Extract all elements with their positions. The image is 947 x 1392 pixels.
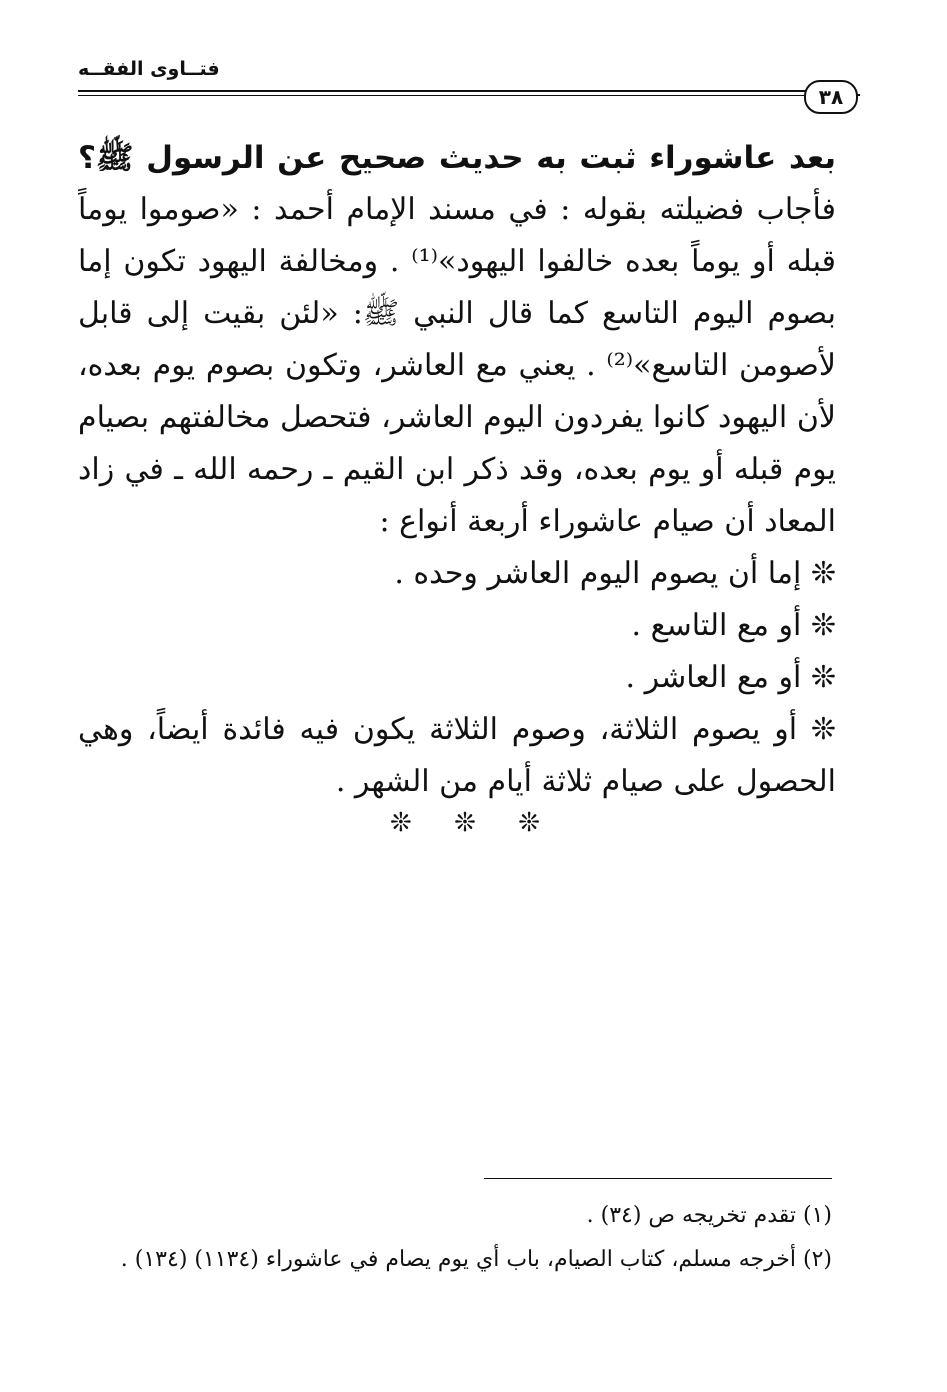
star-icon: ❊ bbox=[390, 808, 412, 838]
page-number-text: ٣٨ bbox=[818, 85, 844, 109]
body-line: لأصومن التاسع»⁽²⁾ . يعني مع العاشر، وتكون بصوم يوم بعده، bbox=[78, 348, 836, 383]
star-icon: ❊ bbox=[518, 808, 540, 838]
question-line: بعد عاشوراء ثبت به حديث صحيح عن الرسول ﷺ؟ bbox=[78, 140, 836, 176]
body-line: يوم قبله أو يوم بعده، وقد ذكر ابن القيم ـ رحمه الله ـ في زاد bbox=[78, 452, 836, 487]
footnotes bbox=[78, 1196, 832, 1284]
body-line: بصوم اليوم التاسع كما قال النبي ﷺ: «لئن بقيت إلى قابل bbox=[78, 296, 836, 331]
body-text bbox=[78, 132, 836, 808]
section-separator bbox=[390, 808, 540, 838]
footnote: (١) تقدم تخريجه ص (٣٤) . bbox=[586, 1203, 832, 1228]
star-icon: ❊ bbox=[454, 808, 476, 838]
list-item: ❊ أو مع العاشر . bbox=[625, 660, 836, 695]
page-number bbox=[804, 80, 858, 114]
list-item: ❊ أو مع التاسع . bbox=[631, 608, 836, 643]
list-item: ❊ إما أن يصوم اليوم العاشر وحده . bbox=[394, 556, 836, 591]
list-item: ❊ أو يصوم الثلاثة، وصوم الثلاثة يكون فيه فائدة أيضاً، وهي bbox=[78, 712, 836, 747]
body-line: الحصول على صيام ثلاثة أيام من الشهر . bbox=[335, 764, 836, 799]
running-title: فتــاوى الفقــه bbox=[78, 58, 220, 80]
body-line: قبله أو يوماً بعده خالفوا اليهود»⁽¹⁾ . ومخالفة اليهود تكون إما bbox=[78, 244, 836, 279]
body-line: فأجاب فضيلته بقوله : في مسند الإمام أحمد : «صوموا يوماً bbox=[78, 192, 836, 227]
body-line: المعاد أن صيام عاشوراء أربعة أنواع : bbox=[379, 504, 836, 539]
header-rule bbox=[78, 90, 806, 96]
body-line: لأن اليهود كانوا يفردون اليوم العاشر، فتحصل مخالفتهم بصيام bbox=[78, 400, 836, 435]
footnote: (٢) أخرجه مسلم، كتاب الصيام، باب أي يوم يصام في عاشوراء (١١٣٤) (١٣٤) . bbox=[120, 1247, 832, 1272]
footnote-rule bbox=[484, 1178, 832, 1179]
